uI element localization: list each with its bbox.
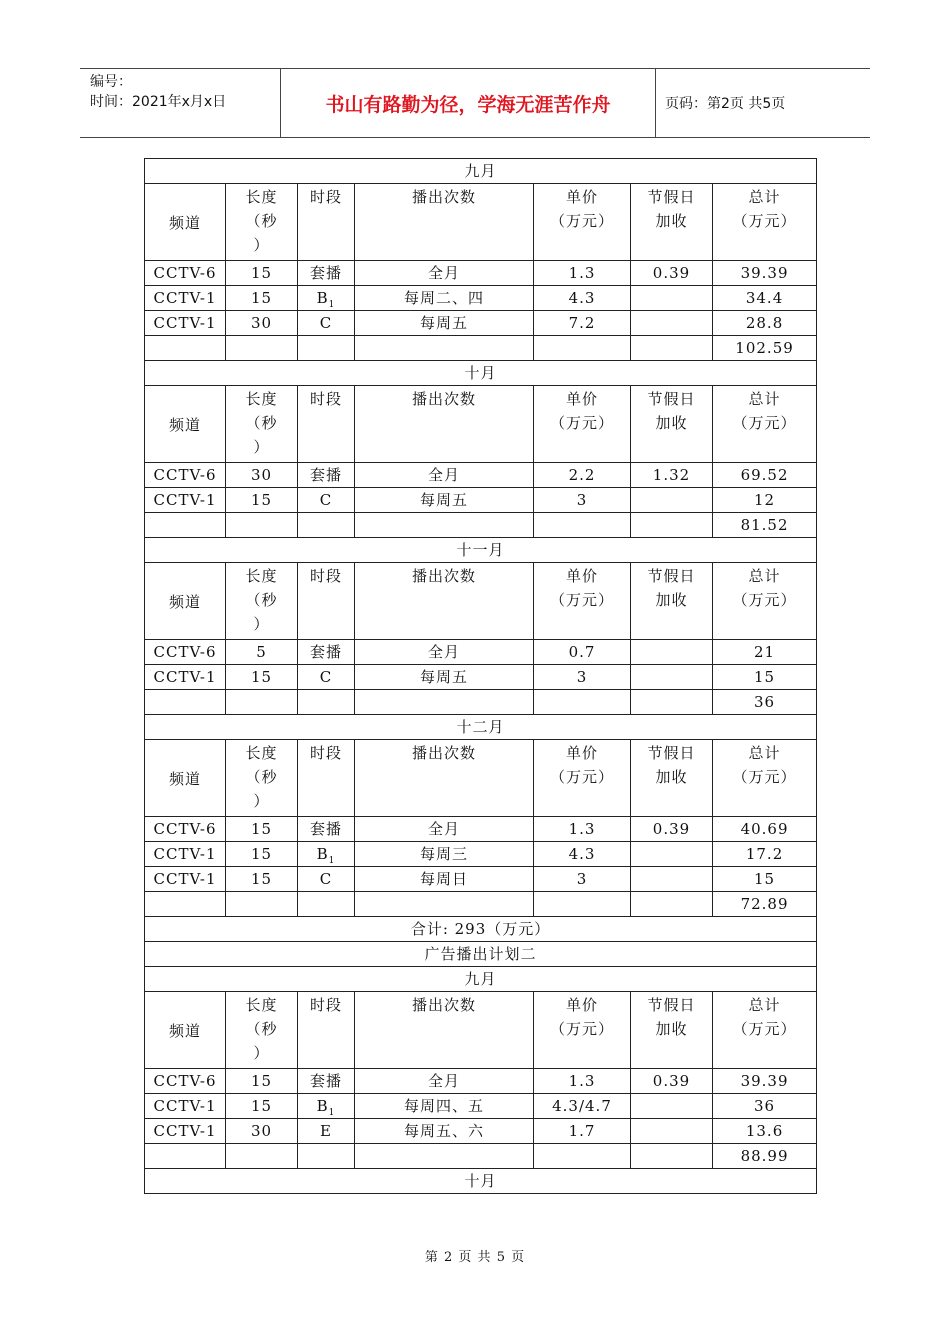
cell-subtotal: 81.52 xyxy=(713,513,817,538)
col-holiday xyxy=(631,184,713,261)
cell-slot xyxy=(298,286,355,311)
empty-cell xyxy=(298,513,355,538)
month-title: 十二月 xyxy=(145,715,817,740)
col-channel: 频道 xyxy=(145,184,226,261)
page-header xyxy=(80,68,870,138)
header-line: 总计 xyxy=(748,996,781,1014)
header-line: 长度 xyxy=(245,744,278,762)
header-line: 节假日 xyxy=(647,188,696,206)
empty-cell xyxy=(226,336,298,361)
cell-holiday: 0.39 xyxy=(631,261,713,286)
cell-subtotal: 36 xyxy=(713,690,817,715)
slot-value: 套播 xyxy=(309,643,342,661)
header-line: （秒 xyxy=(245,591,278,609)
empty-cell xyxy=(631,336,713,361)
cell-slot xyxy=(298,1094,355,1119)
cell-slot xyxy=(298,640,355,665)
cell-channel: CCTV-1 xyxy=(145,311,226,336)
cell-length: 15 xyxy=(226,1069,298,1094)
cell-unit-price: 1.3 xyxy=(534,261,631,286)
col-total xyxy=(713,563,817,640)
empty-cell xyxy=(145,892,226,917)
header-line: 加收 xyxy=(655,591,688,609)
cell-channel: CCTV-1 xyxy=(145,842,226,867)
col-holiday xyxy=(631,386,713,463)
header-line: 总计 xyxy=(748,390,781,408)
cell-frequency: 全月 xyxy=(355,640,534,665)
empty-cell xyxy=(226,513,298,538)
header-line: 长度 xyxy=(245,188,278,206)
empty-cell xyxy=(298,1144,355,1169)
cell-length: 5 xyxy=(226,640,298,665)
cell-slot xyxy=(298,488,355,513)
cell-frequency: 每周四、五 xyxy=(355,1094,534,1119)
subtotal-row xyxy=(145,1144,817,1169)
cell-total: 15 xyxy=(713,867,817,892)
empty-cell xyxy=(631,513,713,538)
empty-cell xyxy=(534,336,631,361)
empty-cell xyxy=(631,1144,713,1169)
header-line: （万元） xyxy=(549,414,614,432)
cell-slot xyxy=(298,842,355,867)
table-row xyxy=(145,488,817,513)
cell-total: 39.39 xyxy=(713,1069,817,1094)
col-unit-price xyxy=(534,740,631,817)
empty-cell xyxy=(355,513,534,538)
cell-holiday: 1.32 xyxy=(631,463,713,488)
col-length xyxy=(226,184,298,261)
header-line: 节假日 xyxy=(647,744,696,762)
broadcast-plan-table xyxy=(144,158,817,1194)
document-date: 时间：2021年x月x日 xyxy=(90,94,227,110)
empty-cell xyxy=(145,336,226,361)
cell-channel: CCTV-6 xyxy=(145,640,226,665)
cell-holiday xyxy=(631,286,713,311)
cell-holiday xyxy=(631,842,713,867)
cell-holiday: 0.39 xyxy=(631,1069,713,1094)
empty-cell xyxy=(355,690,534,715)
col-channel: 频道 xyxy=(145,563,226,640)
cell-length: 15 xyxy=(226,1094,298,1119)
cell-unit-price: 0.7 xyxy=(534,640,631,665)
empty-cell xyxy=(534,690,631,715)
col-slot: 时段 xyxy=(298,386,355,463)
cell-holiday xyxy=(631,1119,713,1144)
cell-frequency: 每周三 xyxy=(355,842,534,867)
table-row xyxy=(145,311,817,336)
col-frequency: 播出次数 xyxy=(355,992,534,1069)
cell-channel: CCTV-6 xyxy=(145,463,226,488)
cell-channel: CCTV-6 xyxy=(145,261,226,286)
cell-channel: CCTV-6 xyxy=(145,1069,226,1094)
month-row xyxy=(145,538,817,563)
header-line: （万元） xyxy=(732,1020,797,1038)
table-row xyxy=(145,1094,817,1119)
month-row xyxy=(145,715,817,740)
header-line: 总计 xyxy=(748,188,781,206)
subtotal-row xyxy=(145,336,817,361)
col-total xyxy=(713,386,817,463)
col-total xyxy=(713,740,817,817)
grand-total-row xyxy=(145,917,817,942)
cell-holiday xyxy=(631,665,713,690)
empty-cell xyxy=(298,892,355,917)
cell-unit-price: 4.3/4.7 xyxy=(534,1094,631,1119)
col-unit-price xyxy=(534,386,631,463)
header-line: 长度 xyxy=(245,996,278,1014)
header-line: 单价 xyxy=(565,567,598,585)
cell-slot xyxy=(298,463,355,488)
header-line: 节假日 xyxy=(647,996,696,1014)
cell-slot xyxy=(298,261,355,286)
cell-slot xyxy=(298,867,355,892)
cell-channel: CCTV-6 xyxy=(145,817,226,842)
empty-cell xyxy=(145,1144,226,1169)
col-slot: 时段 xyxy=(298,992,355,1069)
empty-cell xyxy=(534,892,631,917)
empty-cell xyxy=(226,892,298,917)
col-length xyxy=(226,992,298,1069)
page-footer: 第 2 页 共 5 页 xyxy=(424,1250,526,1265)
table-row xyxy=(145,463,817,488)
cell-frequency: 每周五 xyxy=(355,488,534,513)
cell-holiday xyxy=(631,640,713,665)
cell-length: 30 xyxy=(226,311,298,336)
cell-total: 17.2 xyxy=(713,842,817,867)
cell-holiday xyxy=(631,867,713,892)
cell-unit-price: 1.7 xyxy=(534,1119,631,1144)
empty-cell xyxy=(355,336,534,361)
cell-channel: CCTV-1 xyxy=(145,867,226,892)
cell-holiday: 0.39 xyxy=(631,817,713,842)
cell-total: 34.4 xyxy=(713,286,817,311)
header-line: （万元） xyxy=(549,768,614,786)
empty-cell xyxy=(534,513,631,538)
col-unit-price xyxy=(534,184,631,261)
month-title: 十一月 xyxy=(145,538,817,563)
plan2-title-row xyxy=(145,942,817,967)
header-line: 单价 xyxy=(565,188,598,206)
cell-unit-price: 4.3 xyxy=(534,842,631,867)
empty-cell xyxy=(355,892,534,917)
grand-total-row-text: 合计: 293（万元） xyxy=(145,917,817,942)
month-title: 十月 xyxy=(145,1169,817,1194)
col-holiday xyxy=(631,740,713,817)
empty-cell xyxy=(631,690,713,715)
header-line: 节假日 xyxy=(647,390,696,408)
month-title: 九月 xyxy=(145,967,817,992)
cell-total: 69.52 xyxy=(713,463,817,488)
header-line: （万元） xyxy=(732,414,797,432)
cell-slot xyxy=(298,311,355,336)
cell-subtotal: 72.89 xyxy=(713,892,817,917)
header-line: （万元） xyxy=(549,591,614,609)
table-row xyxy=(145,640,817,665)
header-line: 单价 xyxy=(565,390,598,408)
cell-unit-price: 3 xyxy=(534,488,631,513)
plan2-title-row-text: 广告播出计划二 xyxy=(145,942,817,967)
cell-total: 39.39 xyxy=(713,261,817,286)
slot-subscript: 1 xyxy=(328,1108,336,1118)
header-line: （万元） xyxy=(732,768,797,786)
col-unit-price xyxy=(534,563,631,640)
table-row xyxy=(145,867,817,892)
header-line: （秒 xyxy=(245,1020,278,1038)
cell-frequency: 全月 xyxy=(355,463,534,488)
slot-value: C xyxy=(319,314,333,332)
header-line: 长度 xyxy=(245,390,278,408)
header-motto: 书山有路勤为径，学海无涯苦作舟 xyxy=(281,69,656,137)
month-row xyxy=(145,1169,817,1194)
slot-value: 套播 xyxy=(309,1072,342,1090)
cell-slot xyxy=(298,1069,355,1094)
slot-subscript: 1 xyxy=(328,856,336,866)
col-channel: 频道 xyxy=(145,386,226,463)
table-row xyxy=(145,665,817,690)
col-channel: 频道 xyxy=(145,992,226,1069)
cell-unit-price: 3 xyxy=(534,867,631,892)
header-line: 单价 xyxy=(565,744,598,762)
cell-unit-price: 1.3 xyxy=(534,817,631,842)
header-line: ） xyxy=(253,236,270,254)
month-title: 九月 xyxy=(145,159,817,184)
cell-frequency: 全月 xyxy=(355,817,534,842)
col-slot: 时段 xyxy=(298,563,355,640)
column-header-row xyxy=(145,740,817,817)
cell-total: 36 xyxy=(713,1094,817,1119)
table-row xyxy=(145,261,817,286)
cell-total: 13.6 xyxy=(713,1119,817,1144)
cell-length: 15 xyxy=(226,842,298,867)
header-line: （万元） xyxy=(549,1020,614,1038)
cell-slot xyxy=(298,817,355,842)
slot-value: B xyxy=(316,845,329,863)
cell-frequency: 全月 xyxy=(355,1069,534,1094)
slot-value: 套播 xyxy=(309,820,342,838)
empty-cell xyxy=(226,1144,298,1169)
header-line: （秒 xyxy=(245,414,278,432)
cell-unit-price: 3 xyxy=(534,665,631,690)
column-header-row xyxy=(145,563,817,640)
slot-value: E xyxy=(320,1122,332,1140)
cell-unit-price: 4.3 xyxy=(534,286,631,311)
cell-total: 15 xyxy=(713,665,817,690)
col-frequency: 播出次数 xyxy=(355,184,534,261)
header-line: ） xyxy=(253,615,270,633)
header-meta xyxy=(80,69,281,137)
header-page-indicator: 页码：第2页 共5页 xyxy=(665,96,786,112)
header-line: 总计 xyxy=(748,567,781,585)
cell-length: 15 xyxy=(226,817,298,842)
subtotal-row xyxy=(145,690,817,715)
cell-channel: CCTV-1 xyxy=(145,1119,226,1144)
cell-length: 15 xyxy=(226,867,298,892)
subtotal-row xyxy=(145,513,817,538)
col-frequency: 播出次数 xyxy=(355,740,534,817)
col-length xyxy=(226,563,298,640)
header-line: （秒 xyxy=(245,212,278,230)
empty-cell xyxy=(631,892,713,917)
header-line: ） xyxy=(253,438,270,456)
month-row xyxy=(145,159,817,184)
header-line: 单价 xyxy=(565,996,598,1014)
header-line: 加收 xyxy=(655,768,688,786)
cell-frequency: 每周二、四 xyxy=(355,286,534,311)
cell-slot xyxy=(298,1119,355,1144)
cell-total: 28.8 xyxy=(713,311,817,336)
column-header-row xyxy=(145,184,817,261)
cell-channel: CCTV-1 xyxy=(145,665,226,690)
cell-subtotal: 102.59 xyxy=(713,336,817,361)
empty-cell xyxy=(145,513,226,538)
cell-length: 15 xyxy=(226,286,298,311)
header-line: 长度 xyxy=(245,567,278,585)
table-row xyxy=(145,1119,817,1144)
slot-value: 套播 xyxy=(309,264,342,282)
slot-value: B xyxy=(316,1097,329,1115)
table-row xyxy=(145,817,817,842)
col-channel: 频道 xyxy=(145,740,226,817)
column-header-row xyxy=(145,992,817,1069)
cell-frequency: 全月 xyxy=(355,261,534,286)
document-number: 编号： xyxy=(90,74,132,90)
empty-cell xyxy=(298,336,355,361)
cell-length: 30 xyxy=(226,1119,298,1144)
col-frequency: 播出次数 xyxy=(355,563,534,640)
month-row xyxy=(145,967,817,992)
cell-channel: CCTV-1 xyxy=(145,1094,226,1119)
cell-unit-price: 1.3 xyxy=(534,1069,631,1094)
cell-length: 15 xyxy=(226,261,298,286)
header-line: （万元） xyxy=(732,212,797,230)
header-line: 节假日 xyxy=(647,567,696,585)
col-total xyxy=(713,184,817,261)
col-slot: 时段 xyxy=(298,740,355,817)
header-line: ） xyxy=(253,1044,270,1062)
header-line: 加收 xyxy=(655,414,688,432)
slot-value: C xyxy=(319,491,333,509)
empty-cell xyxy=(145,690,226,715)
table-row xyxy=(145,286,817,311)
column-header-row xyxy=(145,386,817,463)
header-line: 加收 xyxy=(655,212,688,230)
cell-total: 40.69 xyxy=(713,817,817,842)
slot-value: C xyxy=(319,668,333,686)
col-holiday xyxy=(631,992,713,1069)
cell-channel: CCTV-1 xyxy=(145,286,226,311)
cell-subtotal: 88.99 xyxy=(713,1144,817,1169)
cell-frequency: 每周日 xyxy=(355,867,534,892)
month-title: 十月 xyxy=(145,361,817,386)
cell-frequency: 每周五 xyxy=(355,665,534,690)
cell-unit-price: 2.2 xyxy=(534,463,631,488)
cell-frequency: 每周五 xyxy=(355,311,534,336)
cell-length: 15 xyxy=(226,488,298,513)
header-line: ） xyxy=(253,792,270,810)
slot-subscript: 1 xyxy=(328,300,336,310)
slot-value: 套播 xyxy=(309,466,342,484)
col-length xyxy=(226,740,298,817)
cell-total: 12 xyxy=(713,488,817,513)
cell-channel: CCTV-1 xyxy=(145,488,226,513)
header-line: （万元） xyxy=(549,212,614,230)
header-line: （万元） xyxy=(732,591,797,609)
cell-total: 21 xyxy=(713,640,817,665)
cell-length: 15 xyxy=(226,665,298,690)
header-line: 总计 xyxy=(748,744,781,762)
cell-holiday xyxy=(631,311,713,336)
empty-cell xyxy=(534,1144,631,1169)
subtotal-row xyxy=(145,892,817,917)
empty-cell xyxy=(226,690,298,715)
header-line: （秒 xyxy=(245,768,278,786)
cell-unit-price: 7.2 xyxy=(534,311,631,336)
empty-cell xyxy=(298,690,355,715)
month-row xyxy=(145,361,817,386)
col-slot: 时段 xyxy=(298,184,355,261)
col-holiday xyxy=(631,563,713,640)
col-frequency: 播出次数 xyxy=(355,386,534,463)
slot-value: C xyxy=(319,870,333,888)
header-line: 加收 xyxy=(655,1020,688,1038)
slot-value: B xyxy=(316,289,329,307)
cell-length: 30 xyxy=(226,463,298,488)
cell-holiday xyxy=(631,488,713,513)
col-length xyxy=(226,386,298,463)
table-row xyxy=(145,1069,817,1094)
cell-holiday xyxy=(631,1094,713,1119)
cell-slot xyxy=(298,665,355,690)
cell-frequency: 每周五、六 xyxy=(355,1119,534,1144)
empty-cell xyxy=(355,1144,534,1169)
table-row xyxy=(145,842,817,867)
col-unit-price xyxy=(534,992,631,1069)
col-total xyxy=(713,992,817,1069)
